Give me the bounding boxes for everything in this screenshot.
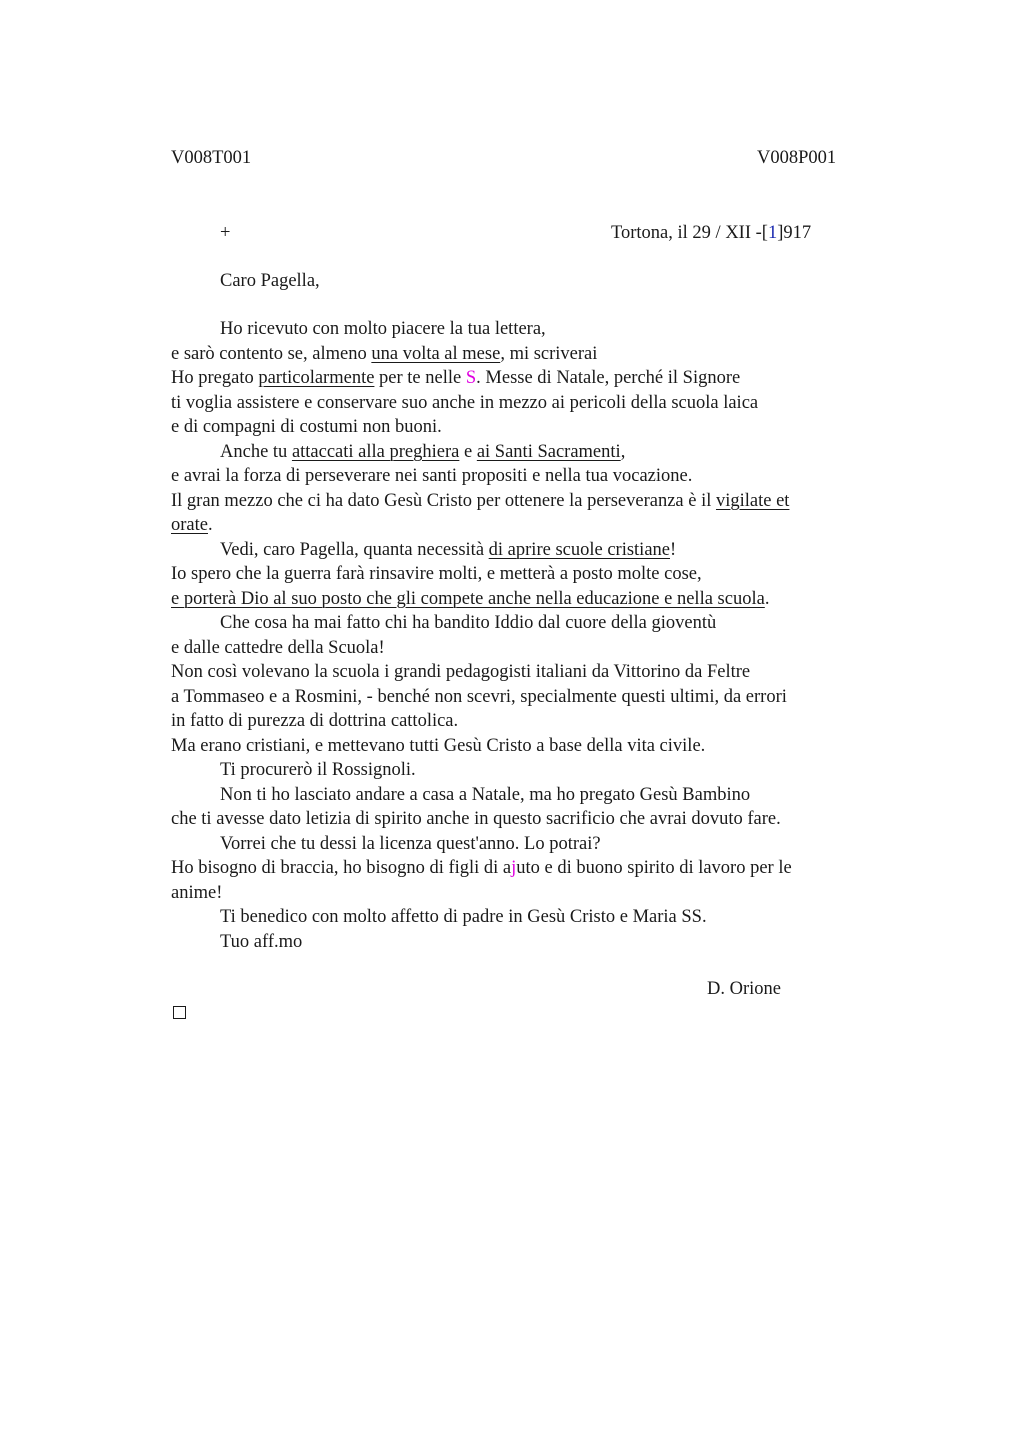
letter-line [220, 320, 546, 339]
letter-line [171, 345, 597, 364]
letter-line [171, 492, 789, 511]
line-text: e [459, 441, 477, 462]
end-marker-box [173, 1006, 186, 1019]
signature: D. Orione [707, 979, 781, 999]
line-text: . Messe di Natale, perché il Signore [476, 368, 741, 388]
line-text: e dalle cattedre della Scuola! [171, 637, 385, 658]
line-text: Io spero che la guerra farà rinsavire molti, e metterà a posto molte cose, [171, 564, 702, 584]
letter-line [171, 688, 787, 707]
cross-symbol: + [220, 223, 231, 243]
line-text: a Tommaseo e a Rosmini, - benché non scevri, specialmente questi ultimi, da errori [171, 686, 787, 707]
line-text: ! [670, 539, 677, 560]
line-text: e di compagni di costumi non buoni. [171, 417, 442, 437]
letter-line [171, 369, 740, 388]
line-text: per te nelle [374, 368, 466, 388]
letter-line [171, 639, 385, 658]
letter-line [171, 565, 702, 584]
line-text: Ho ricevuto con molto piacere la tua lettera, [220, 319, 546, 339]
underlined-text: ai Santi Sacramenti [476, 441, 621, 462]
document-code-left: V008T001 [171, 148, 252, 168]
letter-line [171, 712, 458, 731]
document-code-right: V008P001 [757, 148, 837, 168]
line-text: Vedi, caro Pagella, quanta necessità [220, 539, 489, 560]
letter-line [220, 761, 416, 780]
letter-line [171, 516, 213, 535]
letter-line [220, 933, 302, 952]
line-text: Che cosa ha mai fatto chi ha bandito Iddio dal cuore della gioventù [220, 613, 717, 633]
line-text: che ti avesse dato letizia di spirito anche in questo sacrificio che avrai dovuto fare. [171, 809, 781, 829]
line-text: e avrai la forza di perseverare nei santi propositi e nella tua vocazione. [171, 466, 693, 486]
underlined-text: una volta al mese [371, 343, 501, 364]
letter-line [220, 786, 750, 805]
letter-line [220, 443, 625, 462]
line-text: ti voglia assistere e conservare suo anche in mezzo ai pericoli della scuola laica [171, 392, 759, 413]
line-text: . [764, 588, 770, 609]
line-text: Il gran mezzo che ci ha dato Gesù Cristo per ottenere la perseveranza è il [171, 490, 716, 511]
letter-line [171, 859, 792, 878]
letter-line [171, 737, 705, 756]
letter-date [611, 224, 811, 243]
letter-line [220, 614, 716, 633]
line-text: Anche tu [220, 441, 292, 462]
underlined-text: attaccati alla preghiera [291, 441, 460, 462]
editorial-correction: j [511, 858, 517, 878]
letter-line [220, 835, 601, 854]
line-text: Ti procurerò il Rossignoli. [220, 760, 416, 780]
line-text: Ma erano cristiani, e mettevano tutti Gesù Cristo a base della vita civile. [171, 735, 706, 756]
letter-line [220, 908, 707, 927]
underlined-text: orate [171, 515, 208, 535]
line-text: Vorrei che tu dessi la licenza quest'anno. Lo potrai? [220, 833, 601, 854]
letter-line [171, 663, 750, 682]
line-text: , mi scriverai [500, 343, 598, 364]
line-text: Non così volevano la scuola i grandi pedagogisti italiani da Vittorino da Feltre [171, 662, 751, 682]
line-text: e sarò contento se, almeno [171, 343, 372, 364]
letter-line [171, 884, 222, 903]
underlined-text: vigilate et [715, 490, 790, 511]
line-text: Ho bisogno di braccia, ho bisogno di figli di a [171, 858, 512, 878]
line-text: Ti benedico con molto affetto di padre in Gesù Cristo e Maria SS. [220, 907, 707, 927]
date-prefix: Tortona, il 29 / XII -[ [611, 223, 768, 243]
line-text: Ho pregato [171, 368, 259, 388]
letter-line [171, 810, 781, 829]
letter-line [171, 394, 758, 413]
date-editorial-digit: 1 [767, 223, 778, 243]
underlined-text: e porterà Dio al suo posto che gli compete anche nella educazione e nella scuola [171, 588, 765, 609]
line-text: in fatto di purezza di dottrina cattolica. [171, 711, 459, 731]
line-text: . [207, 515, 213, 535]
line-text: Non ti ho lasciato andare a casa a Natale, ma ho pregato Gesù Bambino [220, 784, 751, 805]
line-text: uto e di buono spirito di lavoro per le [516, 858, 792, 878]
letter-line [220, 541, 676, 560]
letter-line [171, 467, 692, 486]
letter-line [171, 590, 769, 609]
salutation: Caro Pagella, [220, 271, 320, 291]
underlined-text: particolarmente [258, 368, 375, 388]
line-text: , [620, 441, 626, 462]
letter-line [171, 418, 442, 437]
line-text: Tuo aff.mo [220, 931, 303, 952]
underlined-text: di aprire scuole cristiane [488, 539, 670, 560]
date-suffix: ]917 [777, 223, 812, 243]
line-text: anime! [171, 882, 223, 903]
editorial-correction: S [465, 368, 477, 388]
